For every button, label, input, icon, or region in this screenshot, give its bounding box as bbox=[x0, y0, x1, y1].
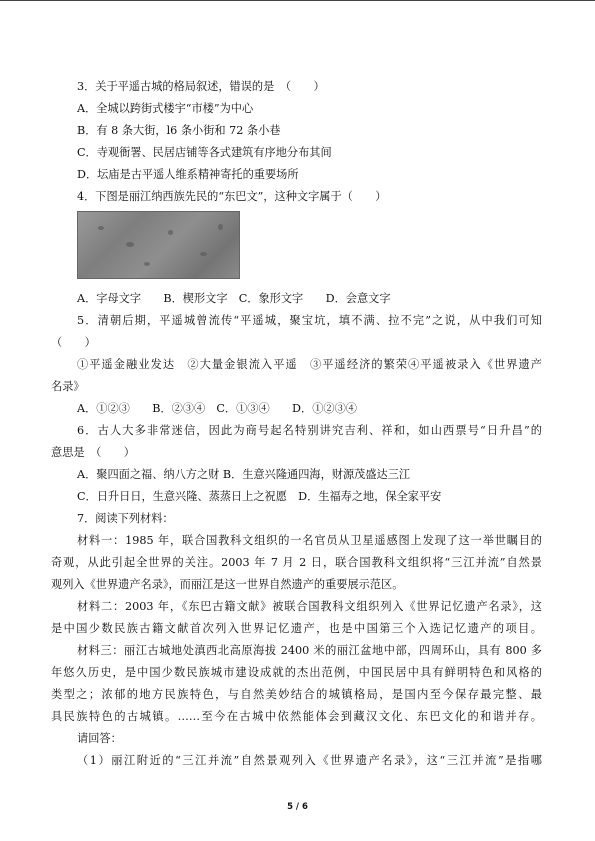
q4-options: A．字母文字 B．楔形文字 C．象形文字 D．会意文字 bbox=[77, 292, 391, 305]
q7-material3-line1: 材料三：丽江古城地处滇西北高原海拔 2400 米的丽江盆地中部，四周环山，具有 800 多 bbox=[77, 644, 542, 657]
q7-material2-line2: 是中国少数民族古籍文献首次列入世界记忆遗产，也是中国第三个入选记忆遗产的项目。 bbox=[51, 622, 542, 635]
q3-option-d: D．坛庙是古平遥人维系精神寄托的重要场所 bbox=[77, 168, 299, 181]
q7-material3-line3: 类型之；浓郁的地方民族特色，与自然美妙结合的城镇格局，是国内至今保存最完整、最 bbox=[51, 688, 542, 701]
q7-material3-line4: 具民族特色的古城镇。……至今在古城中依然能体会到藏汉文化、东巴文化的和谐并存。 bbox=[51, 710, 542, 723]
q6-options-line2: C．日升日日，生意兴隆、蒸蒸日上之祝愿 D．生福寿之地，保全家平安 bbox=[77, 490, 442, 503]
q5-statements-line1: ①平遥金融业发达 ②大量金银流入平遥 ③平遥经济的繁荣④平遥被录入《世界遗产 bbox=[77, 358, 542, 371]
q5-stem-line2: （ ） bbox=[51, 336, 96, 349]
q6-stem-line2: 意思是 （ ） bbox=[51, 446, 135, 459]
q5-stem-line1: 5．清朝后期，平遥城曾流传“平遥城，聚宝坑，填不满、拉不完”之说，从中我们可知 bbox=[77, 314, 542, 327]
q7-material2-line1: 材料二：2003 年，《东巴古籍文献》被联合国教科文组织列入《世界记忆遗产名录》，这 bbox=[77, 600, 542, 613]
q7-material1-line2: 奇观，从此引起全世界的关注。2003 年 7 月 2 日，联合国教科文组织将“三江并流”自然景 bbox=[51, 556, 542, 569]
q5-statements-line2: 名录》 bbox=[51, 380, 85, 393]
q3-option-a: A．全城以跨街式楼宇“市楼”为中心 bbox=[77, 102, 254, 115]
q3-option-c: C．寺观衙署、民居店铺等各式建筑有序地分布其间 bbox=[77, 146, 332, 159]
q7-material3-line2: 年悠久历史，是中国少数民族城市建设成就的杰出范例，中国民居中具有鲜明特色和风格的 bbox=[51, 666, 542, 679]
page-number: 5 / 6 bbox=[287, 802, 308, 812]
q7-material1-line3: 观列入《世界遗产名录》，而丽江是这一世界自然遗产的重要展示范区。 bbox=[51, 578, 404, 591]
q7-stem: 7．阅读下列材料： bbox=[77, 512, 174, 525]
q3-stem: 3．关于平遥古城的格局叙述，错误的是 （ ） bbox=[77, 80, 325, 93]
dongba-script-image bbox=[77, 211, 240, 279]
q6-stem-line1: 6．古人大多非常迷信，因此为商号起名特别讲究吉利、祥和，如山西票号“日升昌”的 bbox=[77, 424, 542, 437]
q5-options: A．①②③ B．②③④ C．①③④ D．①②③④ bbox=[77, 402, 357, 415]
q4-stem: 4．下图是丽江纳西族先民的“东巴文”，这种文字属于（ ） bbox=[77, 190, 387, 203]
q7-prompt: 请回答： bbox=[77, 732, 122, 745]
q3-option-b: B．有 8 条大街，l6 条小街和 72 条小巷 bbox=[77, 124, 281, 137]
q7-material1-line1: 材料一：1985 年，联合国教科文组织的一名官员从卫星遥感图上发现了这一举世瞩目的 bbox=[77, 534, 542, 547]
q6-options-line1: A．聚四面之福、纳八方之财 B．生意兴隆通四海，财源茂盛达三江 bbox=[77, 468, 411, 481]
q7-sub1: （1）丽江附近的“三江并流”自然景观列入《世界遗产名录》，这“三江并流”是指哪 bbox=[77, 754, 542, 767]
top-border-rule bbox=[0, 0, 595, 1]
